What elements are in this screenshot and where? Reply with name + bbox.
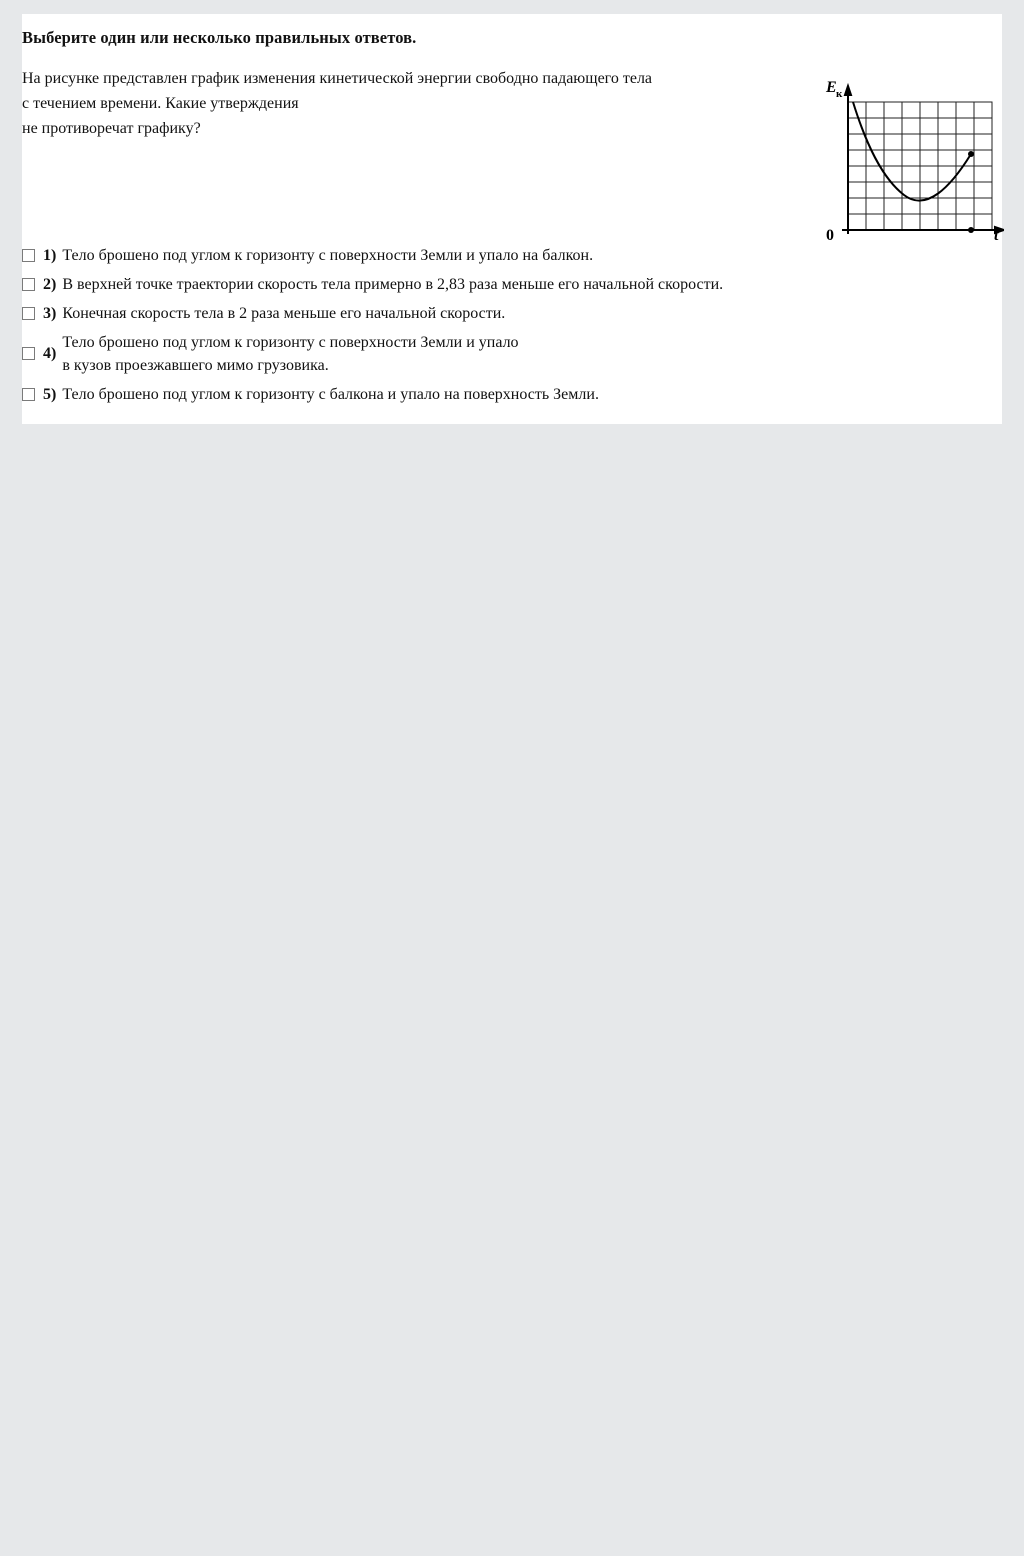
question-text bbox=[22, 66, 762, 141]
option-2-number: 2) bbox=[43, 276, 57, 293]
question-line-1: На рисунке представлен график изменения кинетической энергии свободно падающего тела bbox=[22, 70, 653, 87]
checkbox-option-3[interactable] bbox=[22, 307, 35, 320]
energy-curve bbox=[853, 102, 971, 201]
question-line-2: с течением времени. Какие утверждения bbox=[22, 95, 299, 112]
option-2-text bbox=[62, 273, 723, 296]
option-3-number: 3) bbox=[43, 305, 57, 322]
y-axis-label: E bbox=[826, 79, 837, 96]
option-5-text bbox=[62, 383, 599, 406]
option-1-number: 1) bbox=[43, 247, 57, 264]
checkbox-option-1[interactable] bbox=[22, 249, 35, 262]
graph-svg bbox=[804, 62, 1004, 242]
answer-option-3[interactable] bbox=[22, 302, 982, 325]
answer-option-1[interactable] bbox=[22, 244, 982, 267]
y-axis-subscript: к bbox=[836, 88, 843, 100]
answer-option-5[interactable] bbox=[22, 383, 982, 406]
x-axis-label: t bbox=[994, 227, 999, 242]
option-2-line-1: В верхней точке траектории скорость тела примерно в 2,83 раза меньше его начальной скорости. bbox=[62, 276, 724, 293]
option-4-line-1: Тело брошено под углом к горизонту с поверхности Земли и упало bbox=[62, 334, 519, 351]
option-4-text bbox=[62, 331, 518, 377]
instruction-text: Выберите один или несколько правильных ответов. bbox=[22, 28, 417, 47]
axis-end-point bbox=[968, 227, 974, 233]
checkbox-option-5[interactable] bbox=[22, 388, 35, 401]
curve-end-point bbox=[968, 151, 974, 157]
question-page bbox=[22, 14, 1002, 424]
option-3-line-1: Конечная скорость тела в 2 раза меньше его начальной скорости. bbox=[62, 305, 506, 322]
option-4-number: 4) bbox=[43, 345, 57, 362]
kinetic-energy-graph bbox=[804, 62, 1004, 242]
option-3-text bbox=[62, 302, 505, 325]
option-1-text bbox=[62, 244, 593, 267]
graph-grid bbox=[848, 102, 992, 230]
option-5-number: 5) bbox=[43, 386, 57, 403]
option-1-line-1: Тело брошено под углом к горизонту с поверхности Земли и упало на балкон. bbox=[62, 247, 594, 264]
question-line-3: не противоречат графику? bbox=[22, 120, 201, 137]
answer-options-list bbox=[22, 244, 982, 412]
origin-label: 0 bbox=[826, 227, 834, 242]
checkbox-option-2[interactable] bbox=[22, 278, 35, 291]
checkbox-option-4[interactable] bbox=[22, 347, 35, 360]
answer-option-2[interactable] bbox=[22, 273, 982, 296]
option-5-line-1: Тело брошено под углом к горизонту с балкона и упало на поверхность Земли. bbox=[62, 386, 599, 403]
answer-option-4[interactable] bbox=[22, 331, 982, 377]
option-4-line-2: в кузов проезжавшего мимо грузовика. bbox=[62, 357, 329, 374]
